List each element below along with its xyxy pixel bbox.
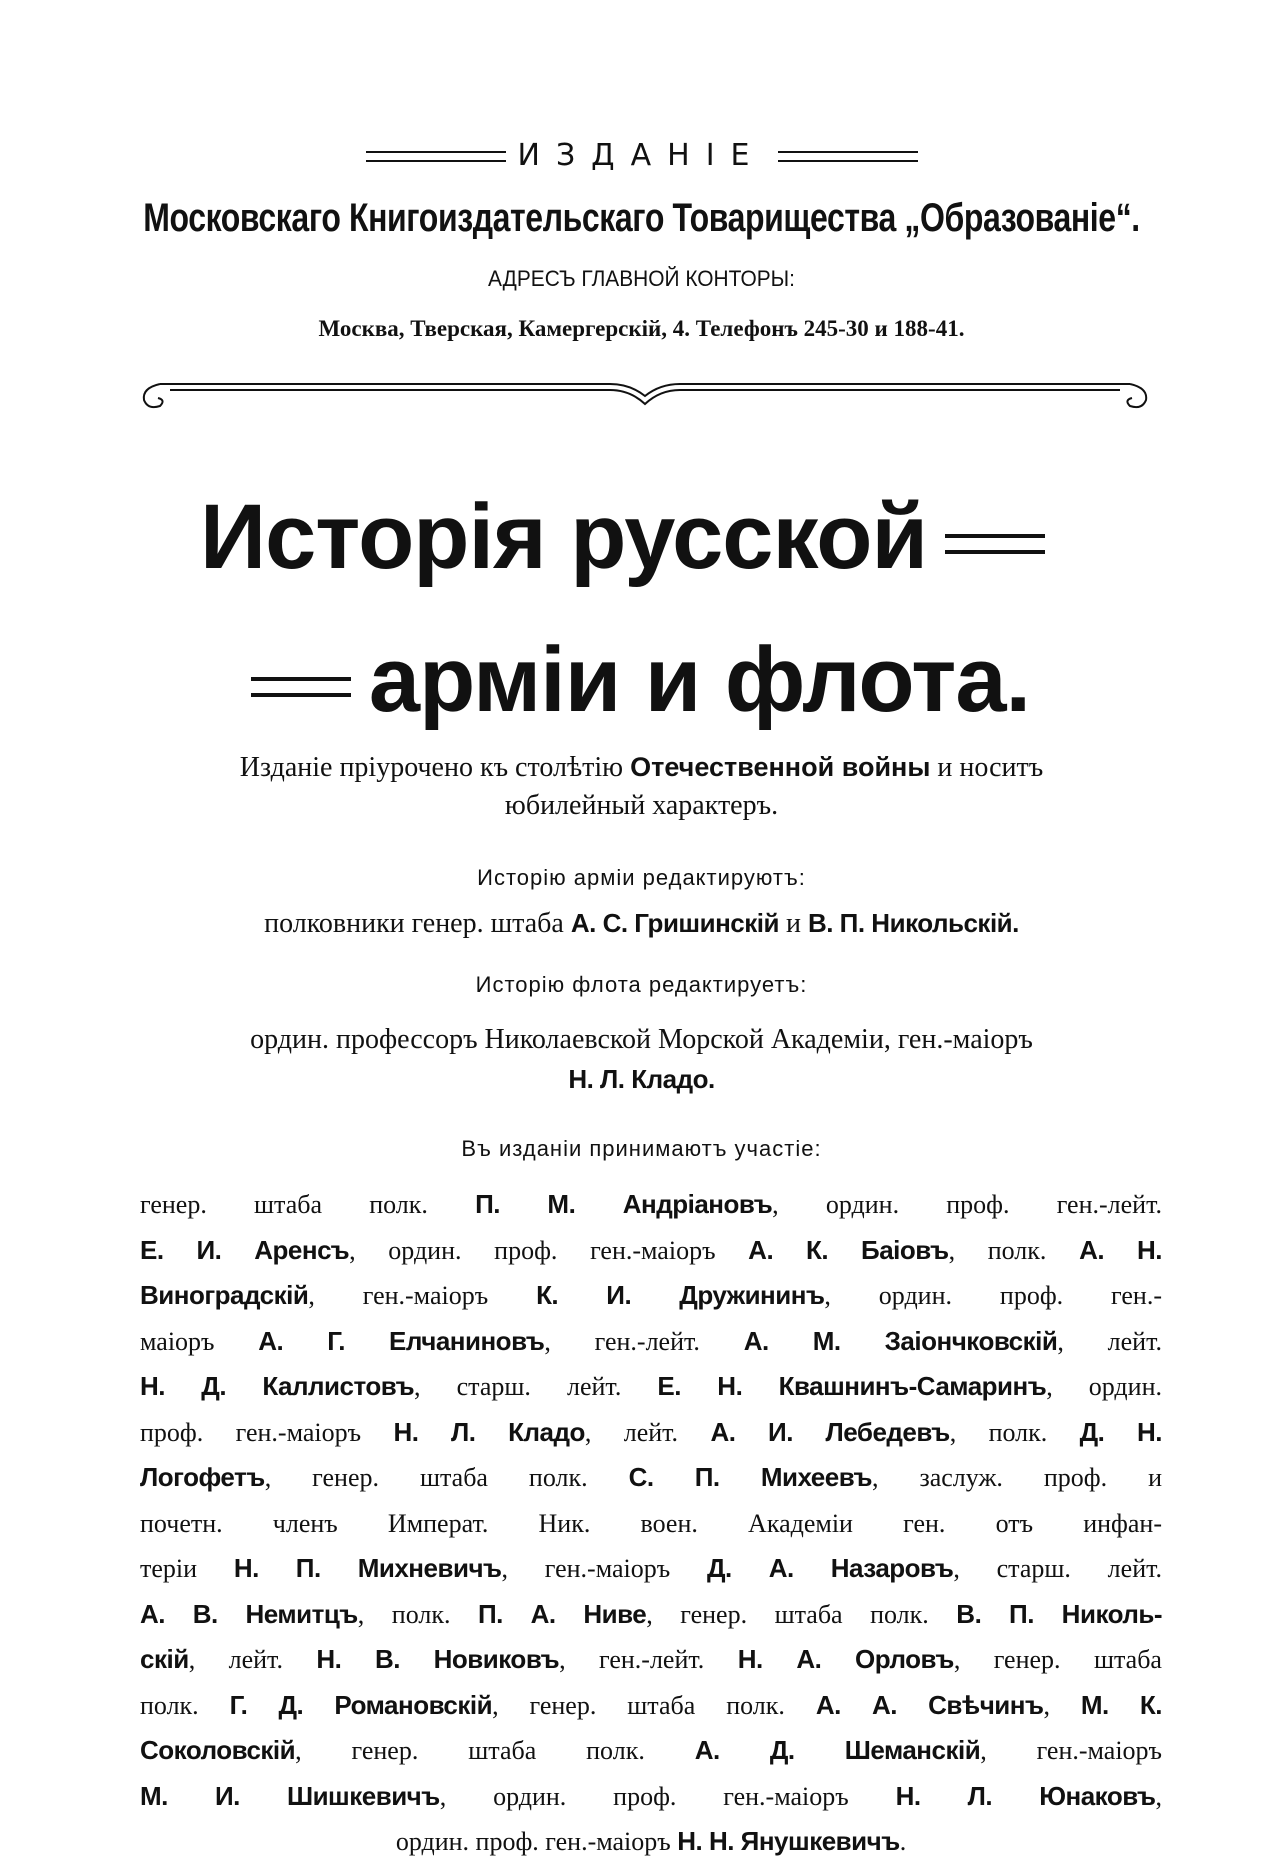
participant-name: Н. Л. Юнаковъ	[895, 1780, 1156, 1811]
participant-name: А. И. Лебедевъ	[710, 1416, 950, 1447]
participant-rank: , полк.	[948, 1235, 1080, 1265]
participant-rank: , ген.-маіоръ	[308, 1281, 537, 1310]
edition-heading	[0, 138, 1283, 173]
participants-line	[140, 1273, 1162, 1319]
participant-rank: , ордин. проф. ген.-	[824, 1281, 1162, 1310]
fleet-heading: Исторію флота редактируетъ:	[475, 972, 808, 997]
participants-line	[140, 1455, 1162, 1501]
participant-rank: , полк.	[357, 1599, 478, 1629]
participant-rank: , ген.-лейт.	[559, 1645, 738, 1674]
participants-line	[140, 1728, 1162, 1774]
participant-rank: , генер. штаба полк.	[646, 1599, 957, 1629]
participant-rank: .	[899, 1827, 907, 1856]
participant-name: Д. А. Назаровъ	[706, 1553, 954, 1583]
subtitle-text: и носитъ	[930, 752, 1044, 783]
participant-rank: , ордин.	[1046, 1372, 1162, 1401]
participant-rank: , заслуж. проф. и	[872, 1463, 1162, 1492]
ornament-divider	[140, 376, 1150, 416]
participants-line	[140, 1501, 1162, 1547]
participants-line	[140, 1410, 1162, 1456]
title-text-1: Исторія русской	[199, 486, 928, 588]
participants-line	[140, 1683, 1162, 1729]
subtitle-line-1	[0, 752, 1283, 784]
divider	[778, 151, 918, 162]
participant-name: Н. П. Михневичъ	[233, 1553, 502, 1583]
participants-line	[140, 1546, 1162, 1592]
editor-name: А. С. Гришинскій	[570, 908, 779, 938]
participant-name: В. П. Николь-	[956, 1598, 1163, 1629]
participant-name: Соколовскій	[140, 1735, 296, 1765]
participant-rank: проф. ген.-маіоръ	[140, 1417, 394, 1447]
participant-name: Н. Л. Кладо	[393, 1416, 585, 1447]
participant-name: Д. Н.	[1079, 1416, 1162, 1447]
participant-rank: , ордин. проф. ген.-маіоръ	[349, 1235, 749, 1265]
subtitle-text: Изданіе пріурочено къ столѣтію	[239, 752, 631, 783]
editors-text: полковники генер. штаба	[264, 908, 571, 939]
participant-rank: , ордин. проф. ген.-лейт.	[772, 1190, 1162, 1219]
title-rule	[251, 677, 351, 697]
address: Москва, Тверская, Камергерскій, 4. Телефонъ 245-30 и 188-41.	[318, 316, 965, 341]
participant-name: А. Г. Елчаниновъ	[258, 1325, 545, 1356]
participant-rank: полк.	[140, 1690, 230, 1720]
participant-name: Г. Д. Романовскій	[229, 1689, 493, 1720]
participant-name: П. А. Ниве	[477, 1598, 647, 1629]
participant-name: М. К.	[1080, 1689, 1163, 1720]
participant-rank: ,	[1155, 1781, 1163, 1811]
participant-rank: , генер. штаба полк.	[295, 1736, 695, 1765]
army-editors	[0, 908, 1283, 940]
participant-name: Е. И. Аренсъ	[140, 1234, 350, 1265]
participant-name: А. Н.	[1079, 1234, 1162, 1265]
title-line-1	[0, 485, 1273, 590]
subtitle-line-2: юбилейный характеръ.	[504, 790, 779, 821]
participant-name: Логофетъ	[140, 1462, 265, 1492]
title-text-2: арміи и флота.	[368, 629, 1031, 731]
editors-text: и	[778, 908, 808, 939]
subtitle-bold: Отечественной войны	[630, 752, 931, 782]
address-label: АДРЕСЪ ГЛАВНОЙ КОНТОРЫ:	[488, 266, 795, 291]
participant-rank: , лейт.	[584, 1417, 711, 1447]
participants-line	[140, 1182, 1162, 1228]
participant-rank: , генер. штаба полк.	[264, 1463, 629, 1492]
participant-rank: ,	[1043, 1690, 1081, 1720]
participant-rank: , старш. лейт.	[414, 1372, 658, 1401]
participant-rank: , ордин. проф. ген.-маіоръ	[439, 1781, 896, 1811]
participant-rank: , ген.-маіоръ	[501, 1554, 707, 1583]
participants-list	[140, 1182, 1162, 1865]
participant-name: К. И. Дружининъ	[536, 1280, 825, 1310]
participant-name: А. К. Баіовъ	[748, 1234, 949, 1265]
participants-line	[140, 1774, 1162, 1820]
participant-rank: , полк.	[949, 1417, 1080, 1447]
participant-name: С. П. Михеевъ	[628, 1462, 872, 1492]
participant-rank: , генер. штаба полк.	[492, 1690, 816, 1720]
participant-rank: генер. штаба полк.	[140, 1190, 476, 1219]
participant-rank: , лейт.	[1057, 1326, 1162, 1356]
participant-name: Н. Д. Каллистовъ	[140, 1371, 415, 1401]
participant-rank: , генер. штаба	[953, 1645, 1162, 1674]
participants-line	[140, 1319, 1162, 1365]
title-line-2	[0, 628, 1273, 733]
participant-name: Н. В. Новиковъ	[316, 1644, 560, 1674]
participant-name: А. А. Свѣчинъ	[815, 1689, 1044, 1720]
participant-rank: , лейт.	[188, 1645, 317, 1674]
participant-rank: , старш. лейт.	[953, 1554, 1163, 1583]
publisher-name: Московскаго Книгоиздательскаго Товарищества „Образованіе“.	[143, 196, 1140, 240]
participant-rank: ордин. проф. ген.-маіоръ	[395, 1827, 678, 1856]
participant-name: Н. А. Орловъ	[737, 1644, 954, 1674]
editor-name: В. П. Никольскій.	[807, 908, 1019, 938]
participant-name: М. И. Шишкевичъ	[140, 1780, 440, 1811]
participant-rank: теріи	[140, 1554, 234, 1583]
participant-name: Н. Н. Янушкевичъ	[677, 1826, 900, 1856]
participant-name: Виноградскій	[140, 1280, 309, 1310]
title-rule	[945, 534, 1045, 554]
edition-label: ИЗДАНІЕ	[517, 138, 766, 173]
army-heading: Исторію арміи редактируютъ:	[477, 865, 806, 890]
participant-rank: почетн. членъ Императ. Ник. воен. Академіи ген. отъ инфан-	[140, 1508, 1162, 1538]
participants-line	[140, 1228, 1162, 1274]
participants-heading: Въ изданіи принимаютъ участіе:	[461, 1136, 822, 1161]
participants-line	[140, 1592, 1162, 1638]
participant-name: П. М. Андріановъ	[475, 1189, 773, 1219]
divider	[366, 151, 506, 162]
participant-rank: , ген.-маіоръ	[980, 1736, 1162, 1765]
participants-line	[140, 1637, 1162, 1683]
participants-line	[140, 1819, 1162, 1865]
fleet-editor-name	[0, 1064, 1283, 1096]
participants-line	[140, 1364, 1162, 1410]
participant-name: Е. Н. Квашнинъ-Самаринъ	[657, 1371, 1047, 1401]
fleet-editor-title: ордин. профессоръ Николаевской Морской Академіи, ген.-маіоръ	[250, 1024, 1033, 1055]
participant-name: А. В. Немитцъ	[140, 1598, 358, 1629]
participant-name: А. М. Заіончковскій	[743, 1325, 1058, 1356]
participant-name: А. Д. Шеманскій	[694, 1735, 981, 1765]
editor-name: Н. Л. Кладо.	[568, 1064, 715, 1094]
participant-rank: , ген.-лейт.	[544, 1326, 744, 1356]
participant-rank: маіоръ	[140, 1326, 259, 1356]
participant-name: скій	[140, 1644, 189, 1674]
